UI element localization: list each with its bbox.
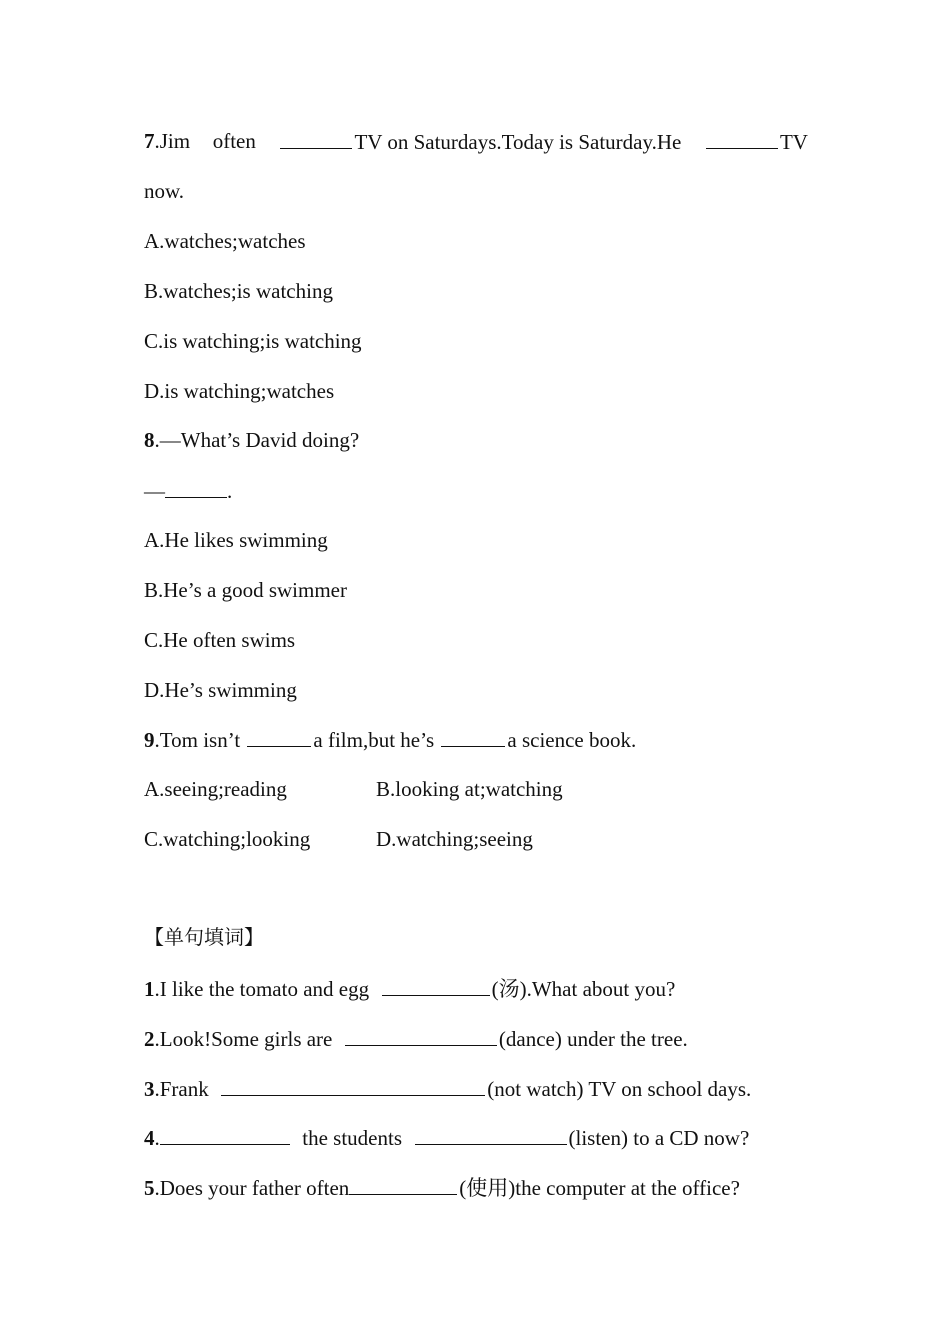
question-text: .Tom isn’t (154, 728, 241, 752)
answer-blank[interactable] (221, 1075, 485, 1096)
question-text: (使用)the computer at the office? (459, 1176, 740, 1200)
question-text: a science book. (507, 728, 637, 752)
question-number: 5 (144, 1176, 155, 1200)
option-d[interactable]: D.is watching;watches (144, 379, 335, 403)
question-text: .Frank (154, 1077, 209, 1101)
question-text: a film,but he’s (313, 728, 435, 752)
period: . (227, 479, 233, 503)
answer-blank[interactable] (280, 128, 352, 149)
question-number: 9 (144, 728, 155, 752)
answer-blank[interactable] (247, 726, 311, 747)
option-b[interactable]: B.He’s a good swimmer (144, 578, 347, 602)
question-number: 2 (144, 1027, 155, 1051)
question-text: (dance) under the tree. (498, 1027, 688, 1051)
option-c[interactable]: C.watching;looking (144, 827, 311, 851)
fill-question-4 (144, 1124, 749, 1151)
answer-blank[interactable] (345, 1025, 497, 1046)
question-text: .Jim (154, 129, 191, 153)
option-c[interactable]: C.He often swims (144, 628, 296, 652)
question-text: . (154, 1126, 160, 1150)
answer-blank[interactable] (349, 1174, 457, 1195)
option-a[interactable]: A.watches;watches (144, 229, 306, 253)
question-number: 4 (144, 1126, 155, 1150)
question-text: (not watch) TV on school days. (487, 1077, 752, 1101)
fill-question-1 (144, 975, 675, 1002)
option-c[interactable]: C.is watching;is watching (144, 329, 362, 353)
question-number: 3 (144, 1077, 155, 1101)
option-a[interactable]: A.seeing;reading (144, 777, 287, 801)
question-number: 1 (144, 977, 155, 1001)
fill-question-2 (144, 1025, 688, 1052)
question-text: .I like the tomato and egg (154, 977, 370, 1001)
question-text: TV on Saturdays.Today is Saturday.He (354, 130, 682, 154)
dash: — (144, 479, 165, 503)
answer-blank[interactable] (160, 1124, 290, 1145)
option-b[interactable]: B.watches;is watching (144, 279, 333, 303)
option-a[interactable]: A.He likes swimming (144, 528, 328, 552)
question-text: (汤).What about you? (491, 977, 676, 1001)
option-d[interactable]: D.He’s swimming (144, 678, 297, 702)
question-text: .—What’s David doing? (154, 428, 360, 452)
question-7-line-1 (144, 128, 808, 155)
answer-blank[interactable] (382, 975, 490, 996)
question-text: .Does your father often (154, 1176, 350, 1200)
question-number: 7 (144, 129, 155, 153)
question-text: the students (302, 1126, 402, 1150)
question-text: (listen) to a CD now? (568, 1126, 750, 1150)
question-text: TV (779, 130, 808, 154)
answer-blank[interactable] (415, 1124, 567, 1145)
answer-blank[interactable] (165, 477, 227, 498)
question-8 (144, 427, 359, 453)
question-8-answer-line (144, 477, 232, 504)
fill-question-3 (144, 1075, 751, 1102)
question-text: often (212, 129, 256, 153)
answer-blank[interactable] (706, 128, 778, 149)
option-d[interactable]: D.watching;seeing (376, 827, 533, 851)
option-b[interactable]: B.looking at;watching (376, 777, 563, 801)
question-7-line-2: now. (144, 179, 185, 203)
section-heading: 【单句填词】 (144, 925, 264, 949)
question-number: 8 (144, 428, 155, 452)
question-text: .Look!Some girls are (154, 1027, 333, 1051)
fill-question-5 (144, 1174, 740, 1201)
question-9 (144, 726, 636, 753)
answer-blank[interactable] (441, 726, 505, 747)
